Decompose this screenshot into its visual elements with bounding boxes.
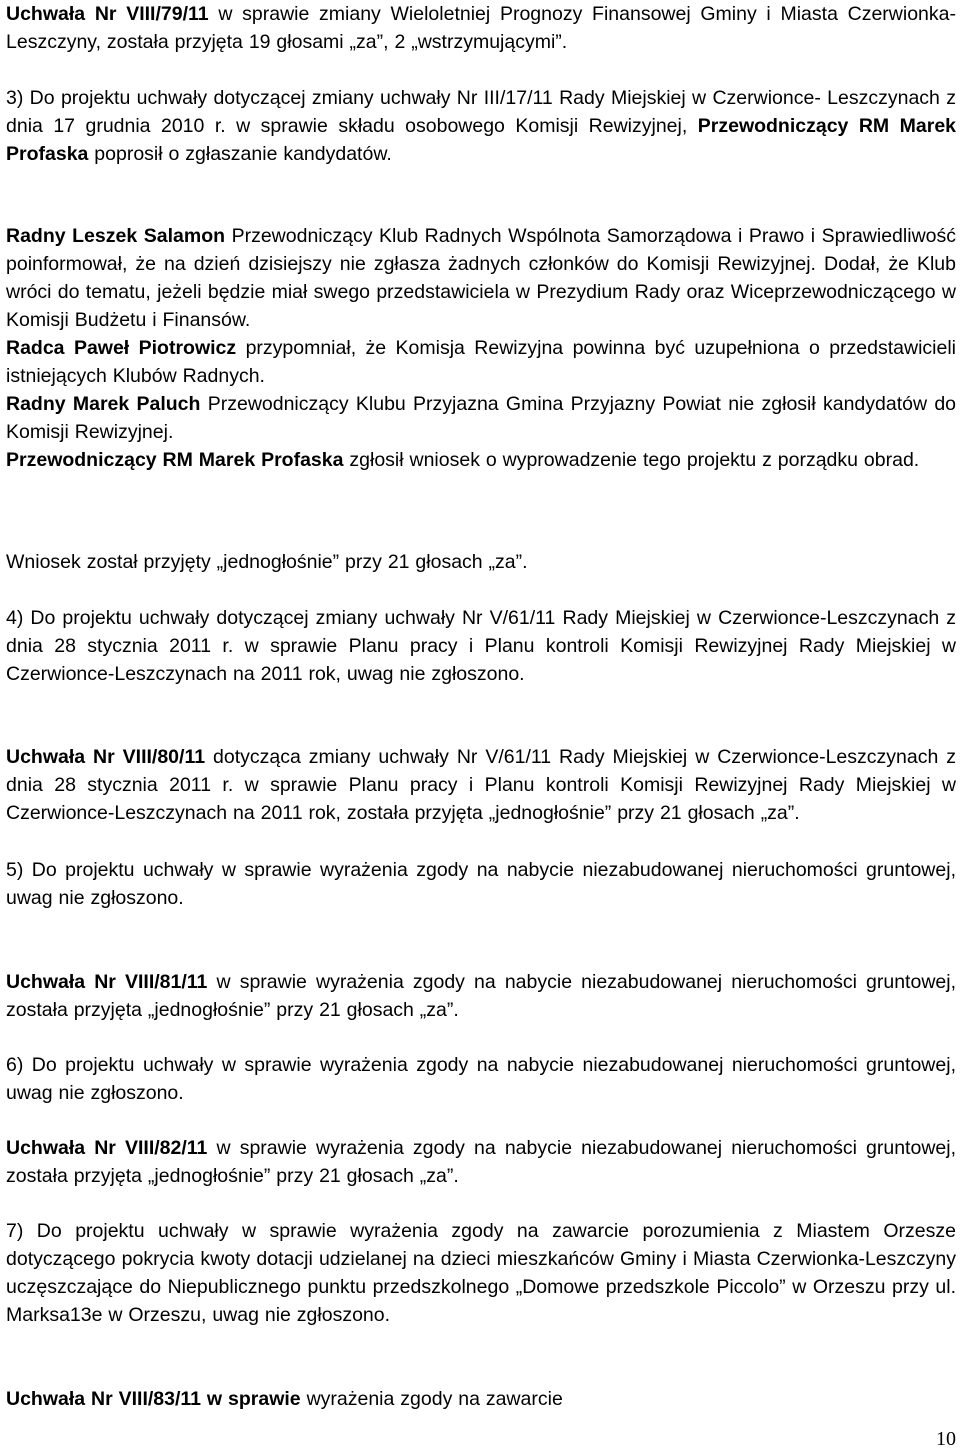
speaker-name: Przewodniczący RM Marek Profaska	[6, 115, 957, 165]
speaker-name: Radny Marek Paluch	[6, 393, 201, 415]
paragraph-text: 5) Do projektu uchwały w sprawie wyrażenia zgody na nabycie niezabudowanej nieruchomości gruntowej, uwag nie zgłoszono.	[6, 859, 956, 909]
paragraph-item-3	[6, 84, 956, 168]
paragraph-text: 3) Do projektu uchwały dotyczącej zmiany uchwały Nr III/17/11 Rady Miejskiej w Czerwionce- Leszczynach z dnia 17 grudnia 2010 r. w sprawie składu osobowego Komisji Rewizyjnej,	[6, 87, 956, 137]
paragraph-item-4	[6, 604, 956, 688]
paragraph-resolution-83	[6, 1385, 956, 1413]
paragraph-resolution-80	[6, 743, 956, 827]
page-number: 10	[936, 1428, 956, 1450]
paragraph-item-7	[6, 1217, 956, 1329]
paragraph-text: poprosił o zgłaszanie kandydatów.	[88, 143, 392, 165]
paragraph-text: zgłosił wniosek o wyprowadzenie tego projektu z porządku obrad.	[343, 449, 920, 471]
paragraph-text: dotycząca zmiany uchwały Nr V/61/11 Rady Miejskiej w Czerwionce-Leszczynach z dnia 28 stycznia 2011 r. w sprawie Planu pracy i Planu kontroli Komisji Rewizyjnej Rady Miejskiej w Czerwionce-Leszczynach na 2011 rok, została przyjęta „jednogłośnie” przy 21 głosach „za”.	[6, 746, 956, 824]
resolution-title: Uchwała Nr VIII/80/11	[6, 746, 206, 768]
paragraph-resolution-79	[6, 0, 956, 56]
speaker-name: Radny Leszek Salamon	[6, 225, 226, 247]
paragraph-text: przypomniał, że Komisja Rewizyjna powinna być uzupełniona o przedstawicieli istniejących Klubów Radnych.	[6, 337, 957, 387]
paragraph-text: Przewodniczący Klubu Przyjazna Gmina Przyjazny Powiat nie zgłosił kandydatów do Komisji Rewizyjnej.	[6, 393, 957, 443]
paragraph-resolution-82	[6, 1134, 956, 1190]
resolution-title: Uchwała Nr VIII/79/11	[6, 3, 209, 25]
resolution-title: Uchwała Nr VIII/83/11 w sprawie	[6, 1388, 301, 1410]
paragraph-text: w sprawie wyrażenia zgody na nabycie niezabudowanej nieruchomości gruntowej, została przyjęta „jednogłośnie” przy 21 głosach „za”.	[6, 971, 956, 1021]
paragraph-text: 4) Do projektu uchwały dotyczącej zmiany uchwały Nr V/61/11 Rady Miejskiej w Czerwionce-Leszczynach z dnia 28 stycznia 2011 r. w sprawie Planu pracy i Planu kontroli Komisji Rewizyjnej Rady Miejskiej w Czerwionce-Leszczynach na 2011 rok, uwag nie zgłoszono.	[6, 607, 956, 685]
paragraph-text: 6) Do projektu uchwały w sprawie wyrażenia zgody na nabycie niezabudowanej nieruchomości gruntowej, uwag nie zgłoszono.	[6, 1054, 956, 1104]
paragraph-item-5	[6, 856, 956, 912]
resolution-title: Uchwała Nr VIII/82/11	[6, 1137, 208, 1159]
paragraph-text: 7) Do projektu uchwały w sprawie wyrażenia zgody na zawarcie porozumienia z Miastem Orzesze dotyczącego pokrycia kwoty dotacji udzielanej na dzieci mieszkańców Gminy i Miasta Czerwionka-Leszczyny uczęszczające do Niepublicznego punktu przedszkolnego „Domowe przedszkole Piccolo” w Orzeszu przy ul. Marksa13e w Orzeszu, uwag nie zgłoszono.	[6, 1220, 956, 1326]
speaker-name: Przewodniczący RM Marek Profaska	[6, 449, 344, 471]
paragraph-text: w sprawie wyrażenia zgody na nabycie niezabudowanej nieruchomości gruntowej, została przyjęta „jednogłośnie” przy 21 głosach „za”.	[6, 1137, 956, 1187]
paragraph-motion-result	[6, 548, 956, 576]
speaker-name: Radca Paweł Piotrowicz	[6, 337, 237, 359]
paragraph-text: Przewodniczący Klub Radnych Wspólnota Samorządowa i Prawo i Sprawiedliwość poinformował, że na dzień dzisiejszy nie zgłasza żadnych członków do Komisji Rewizyjnej. Dodał, że Klub wróci do tematu, jeżeli będzie miał swego przedstawiciela w Prezydium Rady oraz Wiceprzewodniczącego w Komisji Budżetu i Finansów.	[6, 225, 956, 331]
paragraph-text: w sprawie zmiany Wieloletniej Prognozy Finansowej Gminy i Miasta Czerwionka-Leszczyny, została przyjęta 19 głosami „za”, 2 „wstrzymującymi”.	[6, 3, 956, 53]
paragraph-text: Wniosek został przyjęty „jednogłośnie” przy 21 głosach „za”.	[6, 551, 528, 573]
paragraph-discussion	[6, 222, 956, 474]
resolution-title: Uchwała Nr VIII/81/11	[6, 971, 208, 993]
paragraph-resolution-81	[6, 968, 956, 1024]
paragraph-item-6	[6, 1051, 956, 1107]
paragraph-text: wyrażenia zgody na zawarcie	[300, 1388, 563, 1410]
